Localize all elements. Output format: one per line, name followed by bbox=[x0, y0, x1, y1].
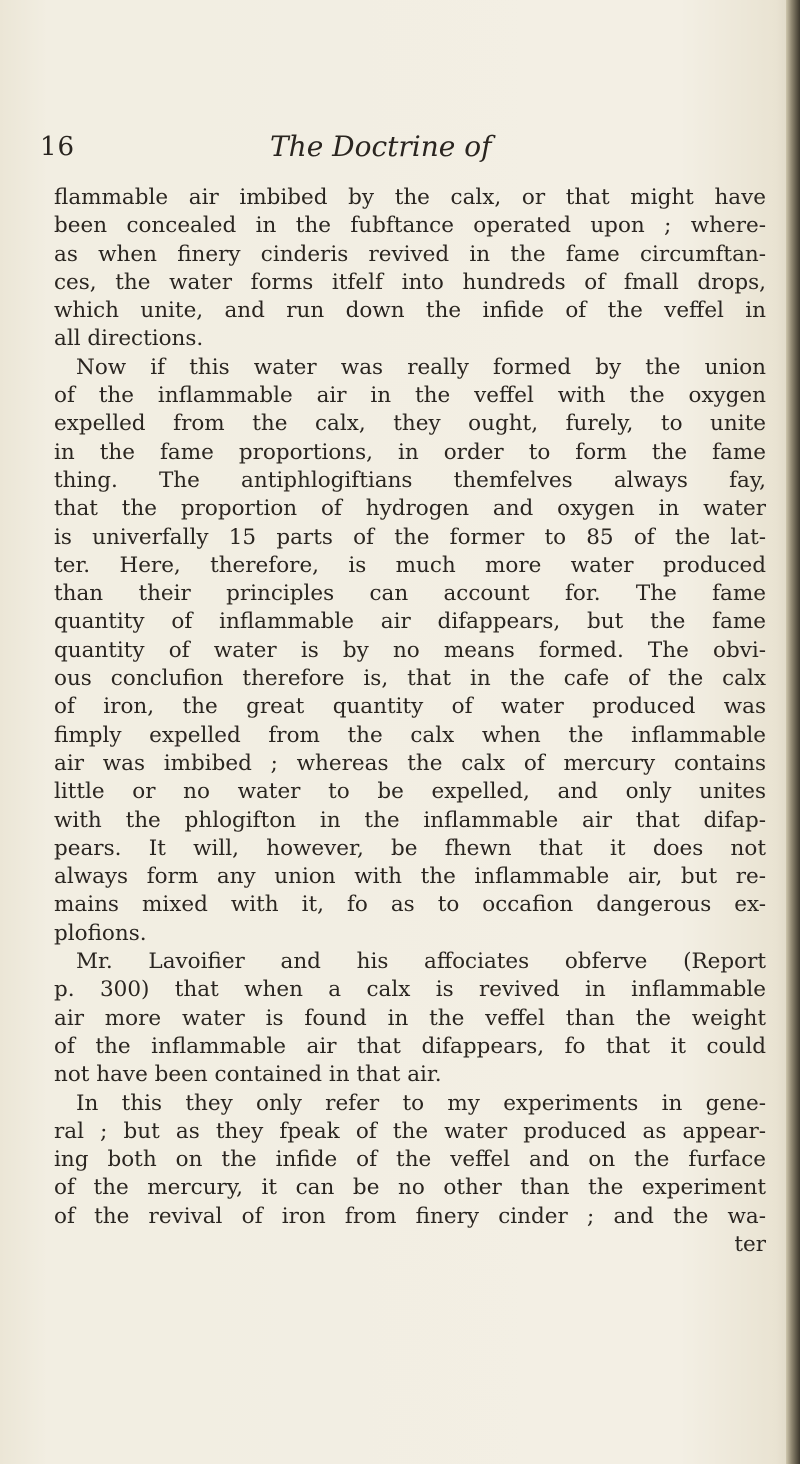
text-line: Mr. Lavoifier and his affociates obferve (Report bbox=[76, 949, 766, 975]
text-line: ral ; but as they fpeak of the water produced as appear- bbox=[54, 1118, 766, 1144]
text-line: mains mixed with it, fo as to occafion dangerous ex- bbox=[54, 892, 766, 918]
text-line: as when finery cinderis revived in the fame circumftan- bbox=[54, 241, 766, 267]
text-line: air was imbibed ; whereas the calx of mercury contains bbox=[54, 750, 766, 776]
text-line: ing both on the infide of the veffel and on the furface bbox=[54, 1147, 766, 1173]
text-line: in the fame proportions, in order to form the fame bbox=[54, 439, 766, 465]
text-line: ter. Here, therefore, is much more water produced bbox=[54, 552, 766, 578]
text-line: of the mercury, it can be no other than the experiment bbox=[54, 1175, 766, 1201]
text-line: expelled from the calx, they ought, furely, to unite bbox=[54, 411, 766, 437]
text-line: little or no water to be expelled, and only unites bbox=[54, 779, 766, 805]
text-line: ous conclufion therefore is, that in the cafe of the calx bbox=[54, 666, 766, 692]
text-line: ces, the water forms itfelf into hundreds of fmall drops, bbox=[54, 269, 766, 295]
text-line: with the phlogifton in the inflammable air that difap- bbox=[54, 807, 766, 833]
text-line: of the inflammable air in the veffel with the oxygen bbox=[54, 383, 766, 409]
text-line: than their principles can account for. The fame bbox=[54, 581, 766, 607]
page-number: 16 bbox=[40, 132, 76, 162]
text-line: In this they only refer to my experiments in gene- bbox=[76, 1090, 766, 1116]
text-line: p. 300) that when a calx is revived in inflammable bbox=[54, 977, 766, 1003]
text-line: of iron, the great quantity of water produced was bbox=[54, 694, 766, 720]
text-line: always form any union with the inflammable air, but re- bbox=[54, 864, 766, 890]
text-line: Now if this water was really formed by the union bbox=[76, 354, 766, 380]
text-line: plofions. bbox=[54, 920, 147, 946]
text-line: all directions. bbox=[54, 326, 204, 352]
text-line: of the inflammable air that difappears, fo that it could bbox=[54, 1033, 766, 1059]
text-line: not have been contained in that air. bbox=[54, 1062, 442, 1088]
text-line: which unite, and run down the infide of the veffel in bbox=[54, 298, 766, 324]
text-line: flammable air imbibed by the calx, or that might have bbox=[54, 185, 766, 210]
text-line: is univerfally 15 parts of the former to 85 of the lat- bbox=[54, 524, 766, 550]
text-line: fimply expelled from the calx when the inflammable bbox=[54, 722, 766, 748]
text-line: quantity of inflammable air difappears, but the fame bbox=[54, 609, 766, 635]
text-line: pears. It will, however, be fhewn that it does not bbox=[54, 835, 766, 861]
text-line: thing. The antiphlogiftians themfelves always fay, bbox=[54, 467, 766, 493]
running-title: The Doctrine of bbox=[270, 130, 492, 163]
text-line: that the proportion of hydrogen and oxygen in water bbox=[54, 496, 766, 522]
text-line: been concealed in the fubftance operated upon ; where- bbox=[54, 213, 766, 239]
body-text bbox=[54, 184, 766, 1259]
page-binding-edge bbox=[786, 0, 800, 1464]
text-line: quantity of water is by no means formed. The obvi- bbox=[54, 637, 766, 663]
page-header bbox=[40, 130, 760, 170]
text-line: air more water is found in the veffel than the weight bbox=[54, 1005, 766, 1031]
catchword: ter bbox=[734, 1231, 766, 1257]
text-line: of the revival of iron from finery cinder ; and the wa- bbox=[54, 1203, 766, 1229]
